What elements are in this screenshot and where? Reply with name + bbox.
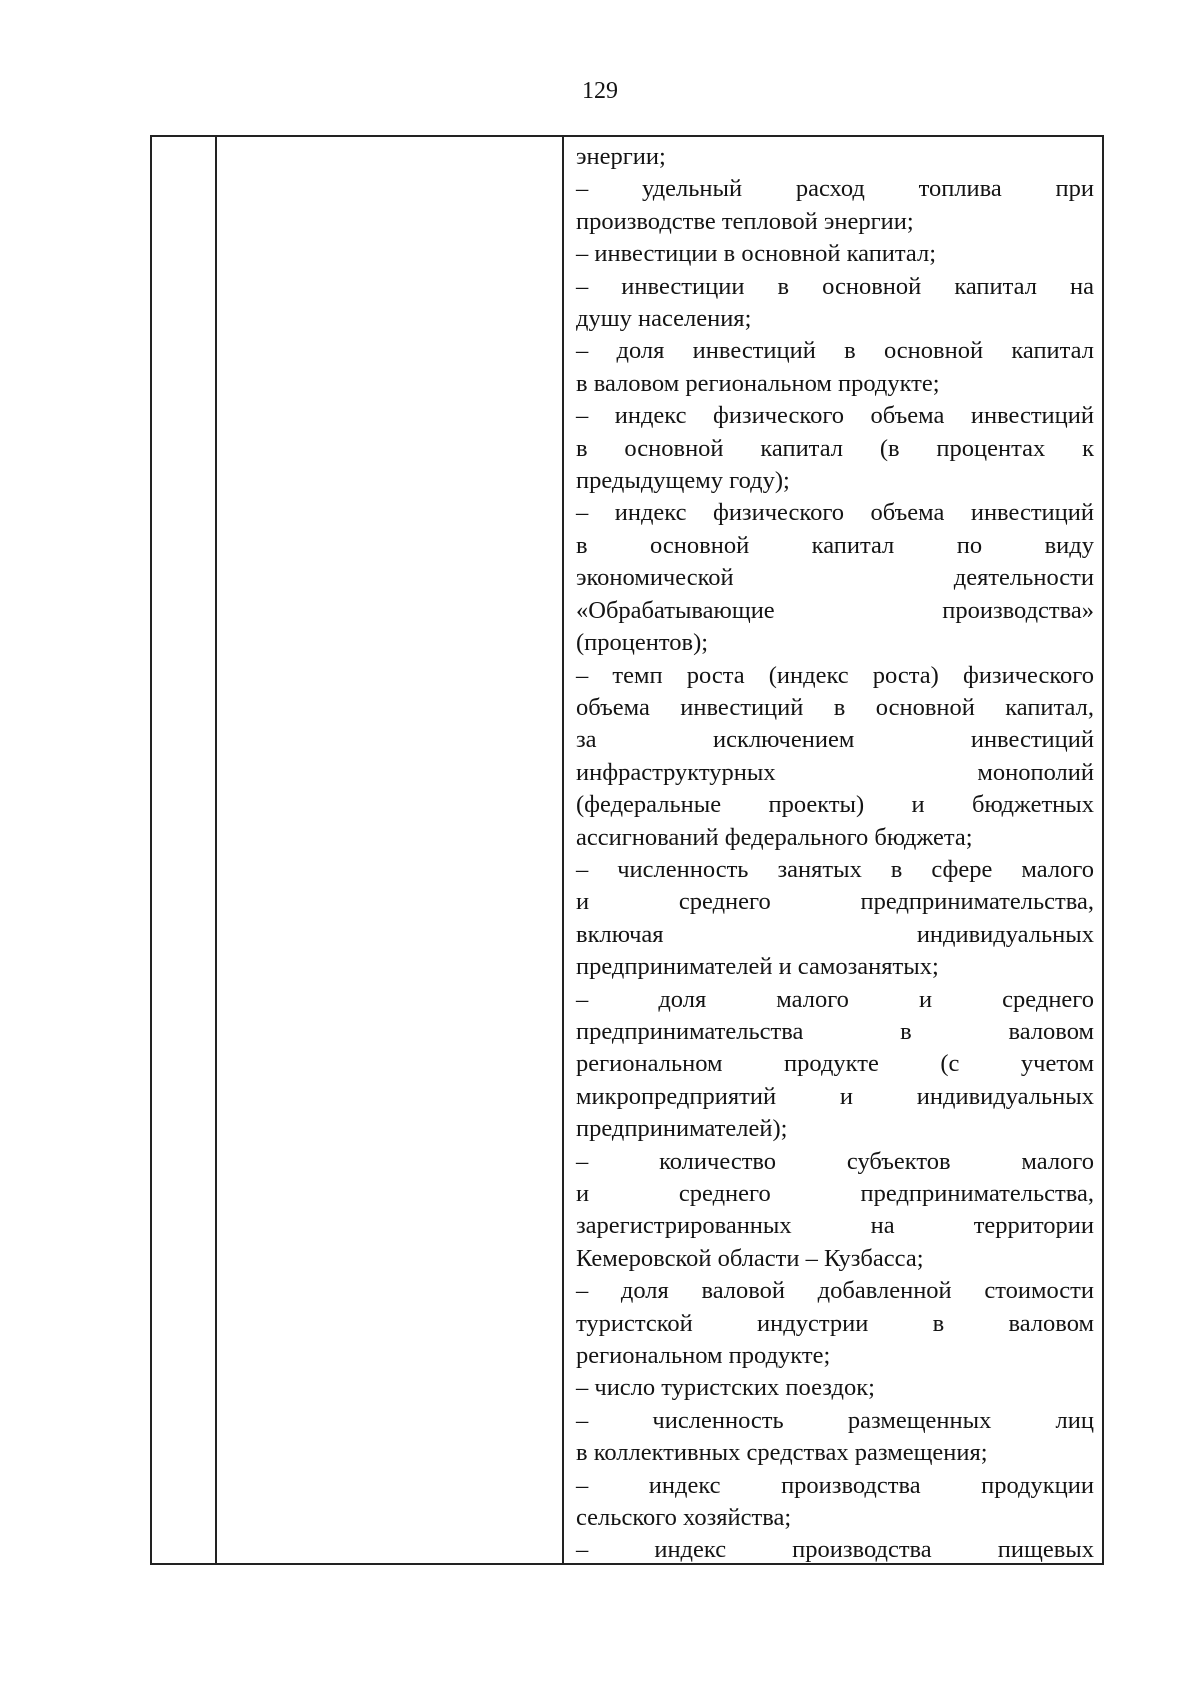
indicator-item xyxy=(576,335,1094,400)
indicator-line: – индекс производства продукции xyxy=(576,1471,1094,1499)
indicator-line: предпринимателей и самозанятых; xyxy=(576,953,939,981)
indicator-line: Кемеровской области – Кузбасса; xyxy=(576,1244,924,1272)
indicator-line: – доля малого и среднего xyxy=(576,985,1094,1013)
indicator-item xyxy=(576,1372,1094,1404)
indicator-item xyxy=(576,1146,1094,1276)
indicator-line: производстве тепловой энергии; xyxy=(576,207,914,235)
indicator-item xyxy=(576,173,1094,238)
indicator-line: душу населения; xyxy=(576,305,752,333)
indicator-line: предпринимателей); xyxy=(576,1115,788,1143)
indicator-line: за исключением инвестиций xyxy=(576,726,1094,754)
indicator-line: – инвестиции в основной капитал; xyxy=(576,240,937,268)
indicator-item xyxy=(576,141,1094,173)
indicator-line: (процентов); xyxy=(576,629,709,657)
indicator-line: «Обрабатывающие производства» xyxy=(576,596,1094,624)
indicator-line: региональном продукте (с учетом xyxy=(576,1050,1094,1078)
indicator-item xyxy=(576,400,1094,497)
indicator-line: зарегистрированных на территории xyxy=(576,1212,1094,1240)
indicator-line: энергии; xyxy=(576,143,666,170)
indicator-line: в валовом региональном продукте; xyxy=(576,369,940,397)
indicator-line: – доля валовой добавленной стоимости xyxy=(576,1277,1094,1305)
indicator-item xyxy=(576,660,1094,854)
indicator-item xyxy=(576,271,1094,336)
indicator-item xyxy=(576,984,1094,1146)
indicator-item xyxy=(576,497,1094,659)
indicator-line: и среднего предпринимательства, xyxy=(576,1180,1094,1207)
indicator-line: туристской индустрии в валовом xyxy=(576,1309,1094,1337)
indicator-line: (федеральные проекты) и бюджетных xyxy=(576,791,1094,819)
indicator-line: – индекс физического объема инвестиций xyxy=(576,402,1094,430)
indicator-item xyxy=(576,1534,1094,1563)
indicator-line: – доля инвестиций в основной капитал xyxy=(576,337,1094,365)
table-column-name xyxy=(217,137,564,1563)
indicator-line: объема инвестиций в основной капитал, xyxy=(576,693,1094,721)
indicator-line: предпринимательства в валовом xyxy=(576,1017,1094,1045)
indicator-line: – численность занятых в сфере малого xyxy=(576,855,1094,883)
indicator-line: включая индивидуальных xyxy=(576,920,1094,948)
indicator-line: сельского хозяйства; xyxy=(576,1504,792,1532)
indicator-line: – численность размещенных лиц xyxy=(576,1406,1094,1434)
indicator-item xyxy=(576,1405,1094,1470)
table-column-number xyxy=(152,137,217,1563)
indicator-line: региональном продукте; xyxy=(576,1342,831,1370)
indicator-line: – количество субъектов малого xyxy=(576,1147,1094,1175)
indicator-line: – индекс физического объема инвестиций xyxy=(576,499,1094,527)
table-column-indicators xyxy=(564,137,1102,1563)
indicator-line: – удельный расход топлива при xyxy=(576,175,1094,203)
indicator-line: и среднего предпринимательства, xyxy=(576,888,1094,916)
indicator-line: ассигнований федерального бюджета; xyxy=(576,823,973,851)
page-number: 129 xyxy=(582,78,618,104)
indicator-line: – инвестиции в основной капитал на xyxy=(576,272,1094,300)
document-table xyxy=(150,135,1104,1565)
indicator-item xyxy=(576,854,1094,984)
indicator-line: – индекс производства пищевых xyxy=(576,1536,1094,1563)
indicator-line: – число туристских поездок; xyxy=(576,1374,875,1402)
indicator-item xyxy=(576,1275,1094,1372)
indicator-line: экономической деятельности xyxy=(576,564,1094,592)
indicator-line: микропредприятий и индивидуальных xyxy=(576,1082,1094,1110)
indicator-line: в основной капитал (в процентах к xyxy=(576,434,1094,462)
indicator-line: предыдущему году); xyxy=(576,467,790,495)
indicator-line: в коллективных средствах размещения; xyxy=(576,1439,988,1467)
indicator-line: – темп роста (индекс роста) физического xyxy=(576,661,1094,689)
indicator-line: в основной капитал по виду xyxy=(576,531,1094,559)
indicator-item xyxy=(576,1470,1094,1535)
indicator-line: инфраструктурных монополий xyxy=(576,758,1094,786)
indicator-item xyxy=(576,238,1094,270)
